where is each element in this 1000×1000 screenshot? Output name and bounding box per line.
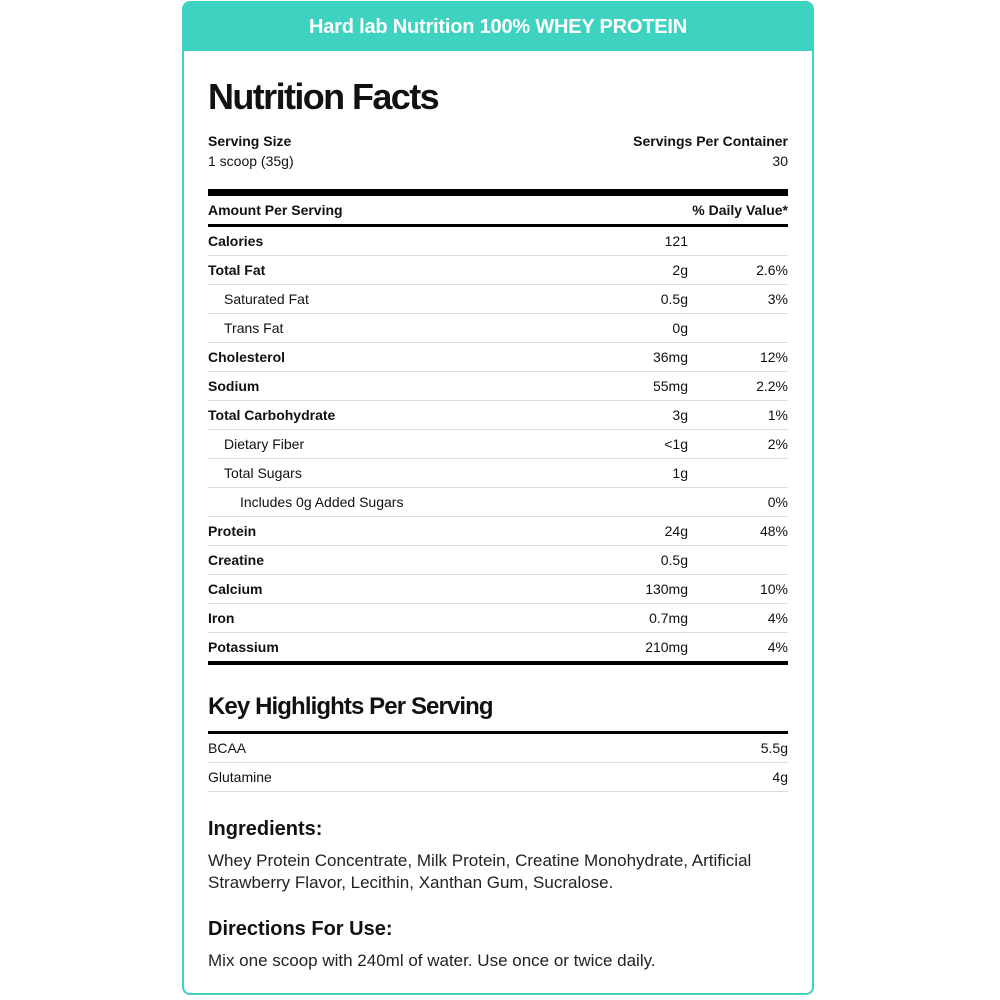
nutrient-daily-value: 12% <box>759 349 788 365</box>
nutrient-amount: 0g <box>672 320 688 336</box>
nutrient-daily-value: 2.2% <box>756 378 788 394</box>
nutrient-name: Dietary Fiber <box>224 436 305 452</box>
nutrient-row <box>208 430 788 459</box>
servings-value: 30 <box>772 153 788 169</box>
highlight-value: 5.5g <box>760 740 788 756</box>
nutrient-amount: 121 <box>664 233 688 249</box>
ingredients-title: Ingredients: <box>208 818 323 840</box>
highlight-name: BCAA <box>208 740 247 756</box>
ingredients-text: Whey Protein Concentrate, Milk Protein, Creatine Monohydrate, Artificial Strawberry Flavor, Lecithin, Xanthan Gum, Sucralose. <box>208 851 752 892</box>
servings-per-container <box>633 131 788 171</box>
nutrient-daily-value: 1% <box>767 407 788 423</box>
nutrient-row <box>208 401 788 430</box>
nutrient-name: Potassium <box>208 639 279 655</box>
servings-label: Servings Per Container <box>633 133 788 149</box>
nutrient-daily-value: 4% <box>767 610 788 626</box>
label-content <box>184 77 812 972</box>
nutrient-name: Creatine <box>208 552 265 568</box>
highlight-row <box>208 763 788 792</box>
nutrition-card <box>182 1 814 995</box>
nutrient-daily-value: 10% <box>759 581 788 597</box>
highlight-value: 4g <box>772 769 788 785</box>
nutrient-row <box>208 256 788 285</box>
nutrient-amount: <1g <box>664 436 688 452</box>
serving-size-value: 1 scoop (35g) <box>208 153 294 169</box>
nutrient-row <box>208 314 788 343</box>
serving-size <box>208 131 294 171</box>
nutrient-amount: 3g <box>672 407 688 423</box>
nutrient-amount: 0.7mg <box>649 610 688 626</box>
nutrient-daily-value: 0% <box>767 494 788 510</box>
nutrient-name: Calories <box>208 233 264 249</box>
highlight-row <box>208 734 788 763</box>
nutrient-row <box>208 517 788 546</box>
serving-info <box>208 131 788 171</box>
nutrient-amount: 2g <box>672 262 688 278</box>
nutrient-row <box>208 459 788 488</box>
nutrient-amount: 24g <box>664 523 688 539</box>
directions-title: Directions For Use: <box>208 918 393 940</box>
nutrient-row <box>208 633 788 665</box>
product-title: Hard lab Nutrition 100% WHEY PROTEIN <box>308 15 688 38</box>
directions-text: Mix one scoop with 240ml of water. Use once or twice daily. <box>208 951 656 970</box>
nutrient-name: Saturated Fat <box>224 291 309 307</box>
nutrient-daily-value: 3% <box>767 291 788 307</box>
nutrient-name: Sodium <box>208 378 260 394</box>
nutrient-row <box>208 604 788 633</box>
nutrient-name: Protein <box>208 523 257 539</box>
nutrient-amount: 130mg <box>645 581 688 597</box>
nutrient-amount: 36mg <box>652 349 688 365</box>
nutrient-name: Calcium <box>208 581 263 597</box>
nutrient-amount: 0.5g <box>660 291 688 307</box>
nutrient-row <box>208 285 788 314</box>
amount-per-serving-label: Amount Per Serving <box>208 202 343 218</box>
highlight-name: Glutamine <box>208 769 272 785</box>
highlights-table <box>208 734 788 792</box>
nutrient-name: Total Carbohydrate <box>208 407 336 423</box>
nutrient-name: Includes 0g Added Sugars <box>240 494 404 510</box>
nutrition-facts-title: Nutrition Facts <box>208 76 439 117</box>
nutrient-amount: 210mg <box>645 639 688 655</box>
nutrient-row <box>208 372 788 401</box>
nutrient-name: Cholesterol <box>208 349 286 365</box>
nutrient-amount: 0.5g <box>660 552 688 568</box>
serving-size-label: Serving Size <box>208 133 292 149</box>
nutrient-amount: 1g <box>672 465 688 481</box>
nutrient-daily-value: 2.6% <box>756 262 788 278</box>
daily-value-label: % Daily Value* <box>692 202 788 218</box>
highlights-title: Key Highlights Per Serving <box>208 693 493 720</box>
nutrient-name: Total Sugars <box>224 465 302 481</box>
nutrient-daily-value: 4% <box>767 639 788 655</box>
nutrient-row <box>208 227 788 256</box>
thick-divider <box>208 189 788 196</box>
nutrient-daily-value: 2% <box>767 436 788 452</box>
nutrient-amount: 55mg <box>652 378 688 394</box>
nutrient-row <box>208 546 788 575</box>
nutrient-row <box>208 488 788 517</box>
nutrient-row <box>208 343 788 372</box>
nutrient-row <box>208 575 788 604</box>
nutrient-daily-value: 48% <box>759 523 788 539</box>
nutrient-name: Total Fat <box>208 262 266 278</box>
nutrient-name: Iron <box>208 610 235 626</box>
nutrient-name: Trans Fat <box>224 320 284 336</box>
amount-per-serving-row <box>208 196 788 227</box>
product-header <box>184 3 812 51</box>
nutrient-table <box>208 227 788 665</box>
